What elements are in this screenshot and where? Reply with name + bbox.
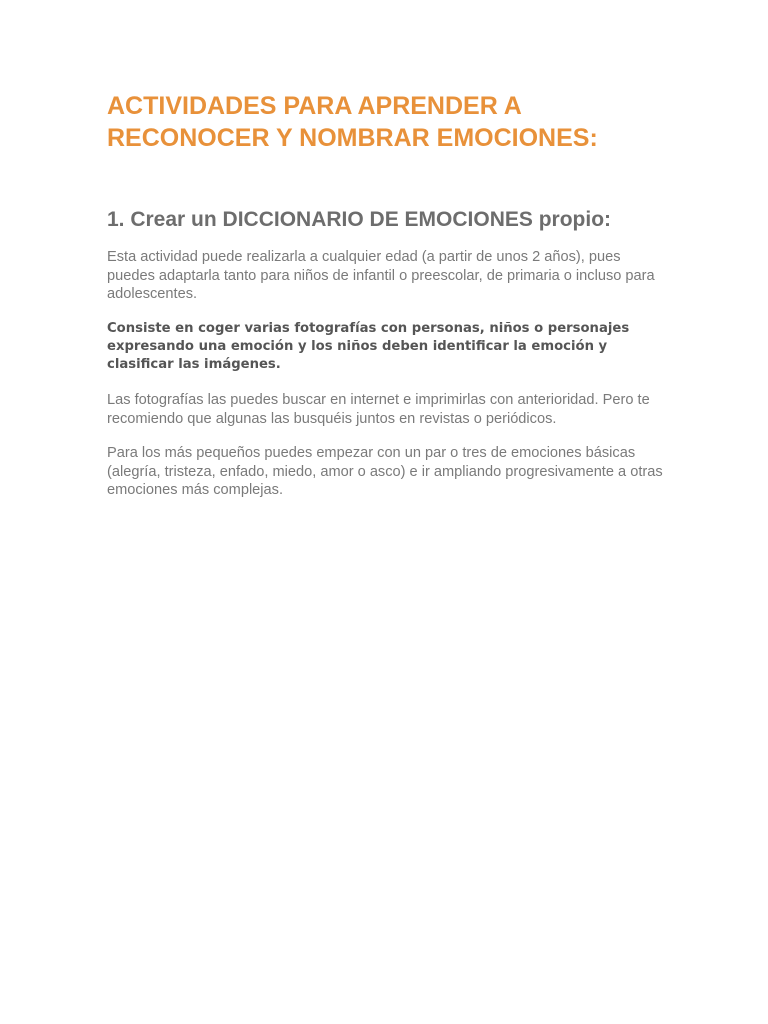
paragraph-photos: Las fotografías las puedes buscar en internet e imprimirlas con anterioridad. Pero te recomiendo que algunas las busquéis juntos en revistas o periódicos. [107, 392, 650, 427]
section-heading: 1. Crear un DICCIONARIO DE EMOCIONES propio: [107, 208, 612, 231]
page-title-line-1: ACTIVIDADES PARA APRENDER A [107, 92, 522, 120]
paragraph-young-children: Para los más pequeños puedes empezar con un par o tres de emociones básicas (alegría, tristeza, enfado, miedo, amor o asco) e ir ampliando progresivamente a otras emociones más complejas. [107, 445, 663, 498]
paragraph-intro: Esta actividad puede realizarla a cualquier edad (a partir de unos 2 años), pues puedes adaptarla tanto para niños de infantil o preescolar, de primaria o incluso para adolescentes. [107, 249, 655, 302]
page-title [107, 90, 667, 154]
paragraph-description-bold: Consiste en coger varias fotografías con personas, niños o personajes expresando una emoción y los niños deben identificar la emoción y clasificar las imágenes. [107, 321, 630, 372]
page-title-line-2: RECONOCER Y NOMBRAR EMOCIONES: [107, 124, 598, 152]
